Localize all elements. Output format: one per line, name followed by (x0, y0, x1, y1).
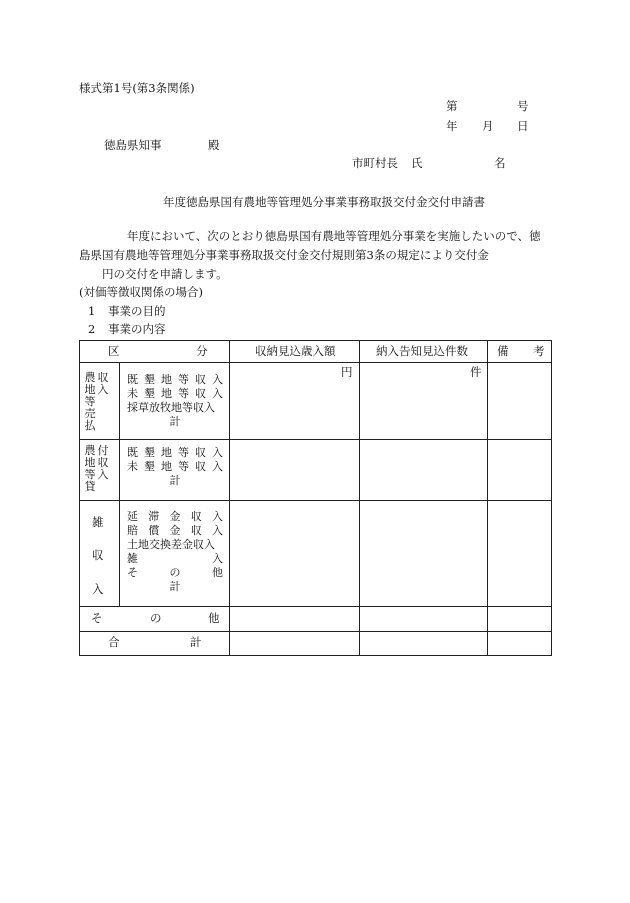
unit-ken: 件 (470, 365, 482, 379)
content-table (79, 340, 551, 656)
applicant-title: 市町村長 (352, 156, 398, 170)
header-count: 納入告知見込件数 (376, 344, 468, 358)
total-row-2: 計 (190, 635, 202, 649)
group3-item-1: 延 滞 金 収 入 (127, 510, 223, 523)
other-row-2: の (150, 611, 162, 625)
applicant-name-label: 氏 (411, 156, 423, 170)
group3-label-1: 雑 (92, 515, 104, 529)
group3-item-3: 土地交換差金収入 (127, 538, 215, 551)
header-category-1: 区 (108, 344, 120, 358)
section-1-label: 事業の目的 (108, 304, 166, 318)
group1-label-sub: 収入 (97, 371, 109, 396)
group2-label-sub: 付収入 (97, 444, 109, 481)
group1-item-1: 既 墾 地 等 収 入 (127, 373, 223, 386)
group1-subtotal: 計 (169, 415, 181, 428)
body-line-3: 円の交付を申請します。 (102, 267, 228, 281)
number-prefix: 第 (446, 99, 458, 113)
addressee-name: 徳島県知事 (104, 138, 162, 152)
unit-yen: 円 (341, 365, 353, 379)
addressee-honorific: 殿 (208, 138, 220, 152)
group3-item-5: そ の 他 (127, 566, 223, 579)
section-2-number: 2 (88, 322, 96, 336)
group2-items (127, 446, 223, 488)
total-row-1: 合 (108, 635, 120, 649)
number-suffix: 号 (517, 99, 529, 113)
group2-item-2: 未 墾 地 等 収 入 (127, 460, 223, 473)
case-note: (対価等徴収関係の場合) (79, 285, 203, 299)
header-remarks-1: 備 (497, 344, 509, 358)
form-label: 様式第1号(第3条関係) (79, 81, 195, 95)
section-1-number: 1 (88, 304, 96, 318)
group1-items (127, 373, 223, 429)
group1-item-3: 採草放牧地等収入 (127, 401, 215, 414)
group2-label-main: 農地等貸 (84, 444, 96, 493)
group2-subtotal: 計 (169, 474, 181, 487)
applicant-name-suffix: 名 (494, 156, 506, 170)
group3-label-2: 収 (92, 548, 104, 562)
header-remarks-2: 考 (533, 344, 545, 358)
header-revenue: 収納見込歳入額 (255, 344, 336, 358)
group3-label-3: 入 (92, 582, 104, 596)
group3-subtotal: 計 (169, 580, 181, 593)
header-category-2: 分 (196, 344, 208, 358)
body-line-2: 島県国有農地等管理処分事業事務取扱交付金交付規則第3条の規定により交付金 (79, 248, 489, 262)
group1-label-main: 農地等売払 (84, 371, 96, 432)
group3-items (127, 510, 223, 594)
group1-item-2: 未 墾 地 等 収 入 (127, 387, 223, 400)
date-year: 年 (446, 119, 458, 133)
document-title: 年度徳島県国有農地等管理処分事業事務取扱交付金交付申請書 (163, 195, 485, 209)
other-row-1: そ (91, 611, 103, 625)
group3-item-4: 雑 入 (127, 552, 223, 565)
body-line-1: 年度において、次のとおり徳島県国有農地等管理処分事業を実施したいので、徳 (127, 229, 541, 243)
section-2-label: 事業の内容 (108, 322, 166, 336)
group2-item-1: 既 墾 地 等 収 入 (127, 446, 223, 459)
other-row-3: 他 (208, 611, 220, 625)
date-month: 月 (482, 119, 494, 133)
group3-item-2: 賠 償 金 収 入 (127, 524, 223, 537)
date-day: 日 (517, 119, 529, 133)
